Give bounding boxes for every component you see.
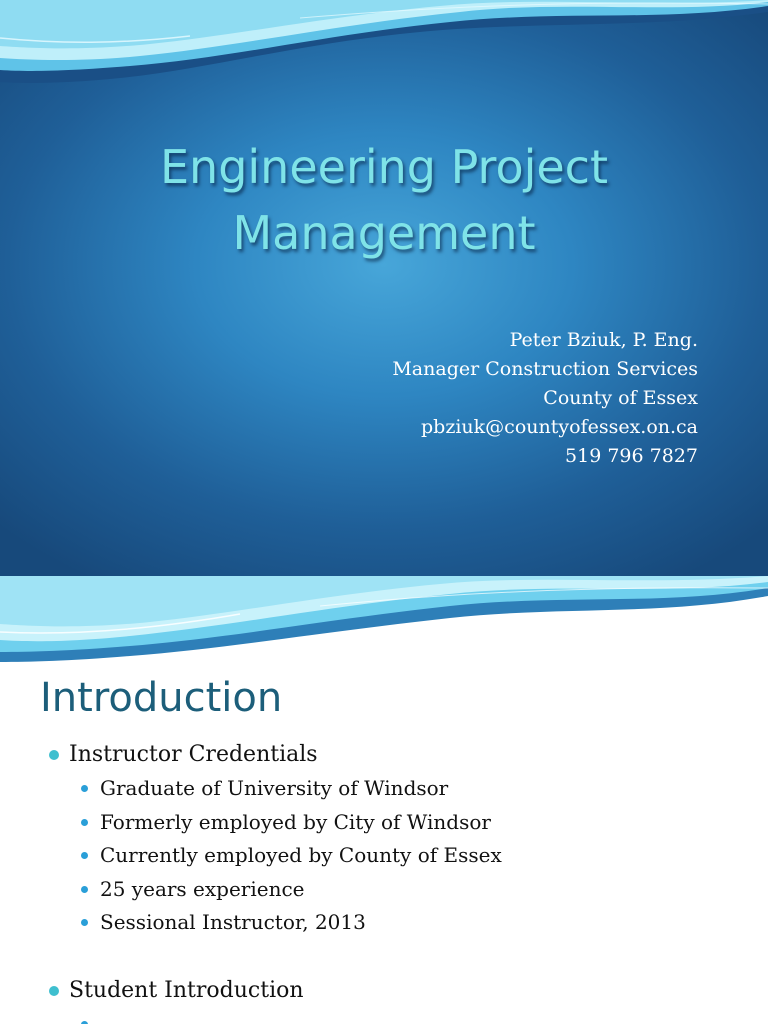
bullet-icon (81, 819, 88, 826)
presenter-block (392, 326, 698, 471)
bullet-icon (81, 852, 88, 859)
sub-bullet-item (79, 906, 748, 940)
sub-bullet-item (79, 839, 748, 873)
presenter-position: Manager Construction Services (392, 358, 698, 380)
bullet-icon (81, 785, 88, 792)
bullet-label: Instructor Credentials (69, 742, 318, 767)
bullet-icon (81, 1021, 88, 1024)
presentation-title (0, 134, 768, 266)
sub-bullet-label: Currently employed by County of Essex (100, 843, 502, 867)
sub-bullet-item-cut-off (79, 1008, 748, 1024)
presenter-phone: 519 796 7827 (565, 445, 698, 467)
title-line-1: Engineering Project (159, 140, 608, 194)
sub-bullet-item (79, 873, 748, 907)
presenter-organization: County of Essex (543, 387, 698, 409)
spacer (48, 940, 748, 974)
presenter-email: pbziuk@countyofessex.on.ca (421, 416, 698, 438)
title-line-2: Management (232, 206, 536, 260)
top-wave-decoration (0, 576, 768, 668)
sub-bullet-list (79, 772, 748, 940)
sub-bullet-label: Graduate of University of Windsor (100, 776, 449, 800)
bullet-instructor-credentials (48, 738, 748, 772)
sub-bullet-label: 25 years experience (100, 876, 305, 901)
bullet-icon (81, 886, 88, 893)
bullet-icon (49, 750, 59, 760)
top-wave-decoration (0, 0, 768, 96)
sub-bullet-label: Formerly employed by City of Windsor (100, 809, 491, 834)
presenter-name: Peter Bziuk, P. Eng. (509, 329, 698, 351)
sub-bullet-label: Sessional Instructor, 2013 (100, 910, 366, 934)
bullet-list (48, 738, 748, 1024)
sub-bullet-item (79, 772, 748, 806)
sub-bullet-item (79, 806, 748, 840)
slide-heading: Introduction (40, 675, 283, 721)
bullet-icon (49, 986, 59, 996)
bullet-student-introduction (48, 974, 748, 1008)
bullet-label: Student Introduction (69, 977, 304, 1003)
bullet-icon (81, 919, 88, 926)
introduction-slide (0, 576, 768, 1024)
